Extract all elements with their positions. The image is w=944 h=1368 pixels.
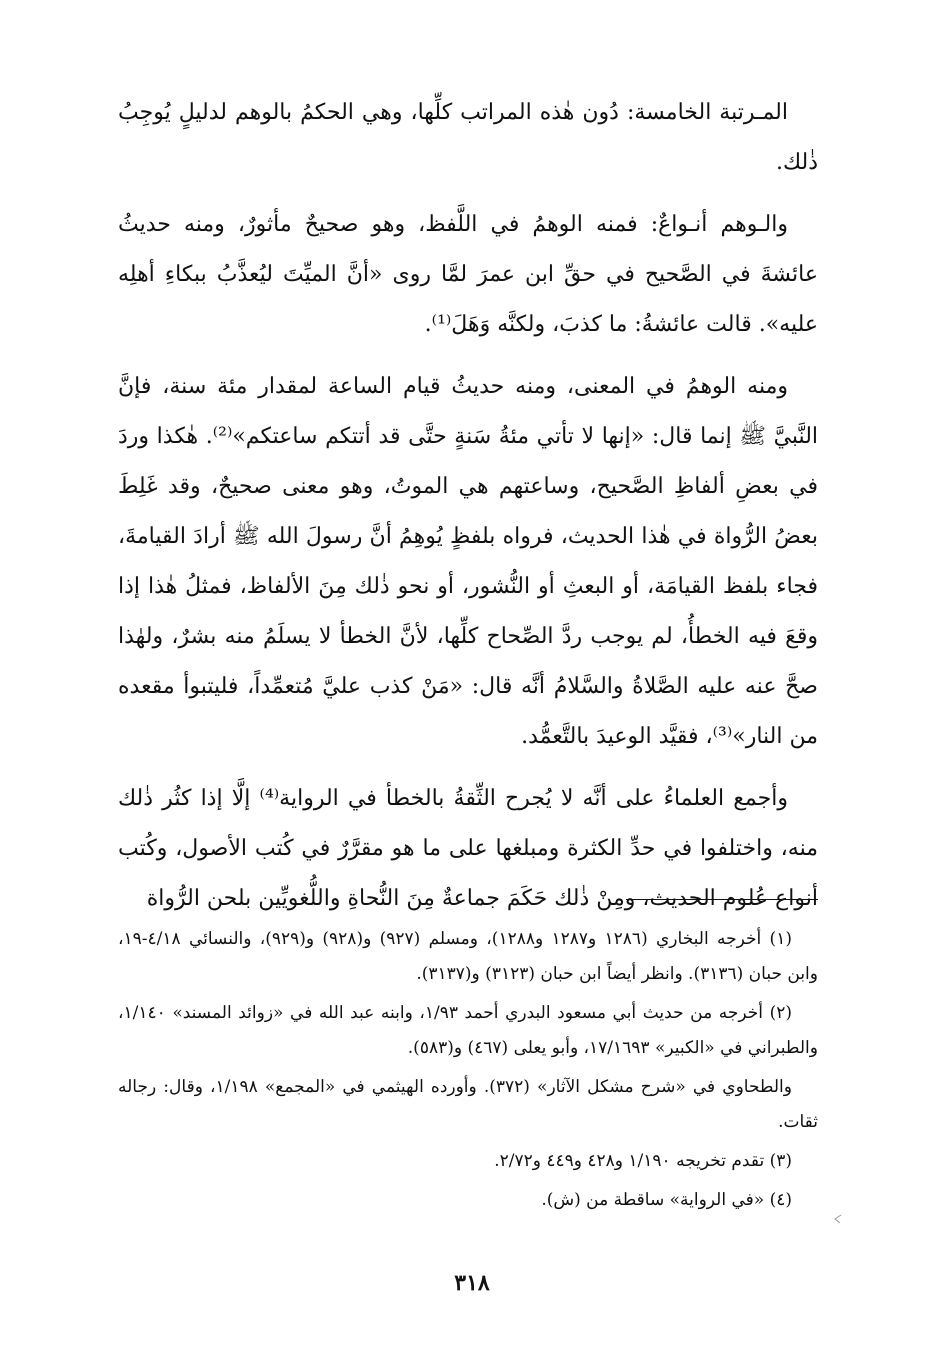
footnote: (١) أخرجه البخاري (١٢٨٦ و١٢٨٧ و١٢٨٨)، ومسلم (٩٢٧) و(٩٢٨) و(٩٢٩)، والنسائي ٤/١٨-١٩، وابن حبان (٣١٣٦). وانظر أيضاً ابن حبان (٣١٢٣) و(٣١٣٧). xyxy=(118,929,818,984)
footnote-divider xyxy=(626,899,818,900)
footnotes xyxy=(118,922,818,1222)
paragraph: ومنه الوهمُ في المعنى، ومنه حديثُ قيام الساعة لمقدار مئة سنة، فإنَّ النَّبيَّ ﷺ إنما قال: «إنها لا تأتي مئةُ سَنةٍ حتَّى قد أتتكم ساعتكم»⁽²⁾. هٰكذا وردَ في بعضِ ألفاظِ الصَّحيح، وساعتهم هي الموتُ، وهو معنى صحيحٌ، وقد غَلِطَ بعضُ الرُّواة في هٰذا الحديث، فرواه بلفظٍ يُوهِمُ أنَّ رسولَ الله ﷺ أرادَ القيامةَ، فجاء بلفظ القيامَة، أو البعثِ أو النُّشور، أو نحو ذٰلك مِنَ الألفاظ، فمثلُ هٰذا إذا وقعَ فيه الخطأُ، لم يوجب ردَّ الصِّحاح كلِّها، لأنَّ الخطأ لا يسلَمُ منه بشرٌ، ولهٰذا صحَّ عنه عليه الصَّلاةُ والسَّلامُ أنَّه قال: «مَنْ كذب عليَّ مُتعمِّداً، فليتبوأ مقعده من النار»⁽³⁾، فقيَّد الوعيدَ بالتَّعمُّد. xyxy=(118,374,819,749)
footnote: (٣) تقدم تخريجه ١/١٩٠ و٤٢٨ و٤٤٩ و٢/٧٢. xyxy=(494,1151,792,1171)
main-text xyxy=(118,88,818,936)
page-number: ٣١٨ xyxy=(454,1270,490,1296)
footnote: (٤) «في الرواية» ساقطة من (ش). xyxy=(541,1190,792,1210)
footnote: (٢) أخرجه من حديث أبي مسعود البدري أحمد ١/٩٣، وابنه عبد الله في «زوائد المسند» ١/١٤٠، والطبراني في «الكبير» ١٧/١٦٩٣، وأبو يعلى (٤٦٧) و(٥٨٣). xyxy=(118,1003,818,1058)
paragraph: المـرتبة الخامسة: دُون هٰذه المراتب كلِّها، وهي الحكمُ بالوهم لدليلٍ يُوجِبُ ذٰلك. xyxy=(118,100,818,175)
paragraph: وأجمع العلماءُ على أنَّه لا يُجرح الثِّقةُ بالخطأ في الرواية⁽⁴⁾ إلَّا إذا كثُر ذٰلك منه، واختلفوا في حدِّ الكثرة ومبلغها على ما هو مقرَّرٌ في كُتب الأصول، وكُتب أنواع عُلوم الحديث، ومِنْ ذٰلك حَكَمَ جماعةٌ مِنَ النُّحاةِ واللُّغويِّين بلحن الرُّواة xyxy=(118,786,818,911)
footnote-continuation: والطحاوي في «شرح مشكل الآثار» (٣٧٢). وأورده الهيثمي في «المجمع» ١/١٩٨، وقال: رجاله ثقات. xyxy=(118,1077,818,1132)
paragraph: والـوهم أنـواعٌ: فمنه الوهمُ في اللَّفظ، وهو صحيحٌ مأثورٌ، ومنه حديثُ عائشةَ في الصَّحيح في حقِّ ابن عمرَ لمَّا روى «أنَّ الميِّتَ ليُعذَّبُ ببكاءِ أهلِه عليه». قالت عائشةُ: ما كذبَ، ولكنَّه وَهَلَ⁽¹⁾. xyxy=(118,212,818,337)
scan-mark-icon xyxy=(833,1214,843,1224)
